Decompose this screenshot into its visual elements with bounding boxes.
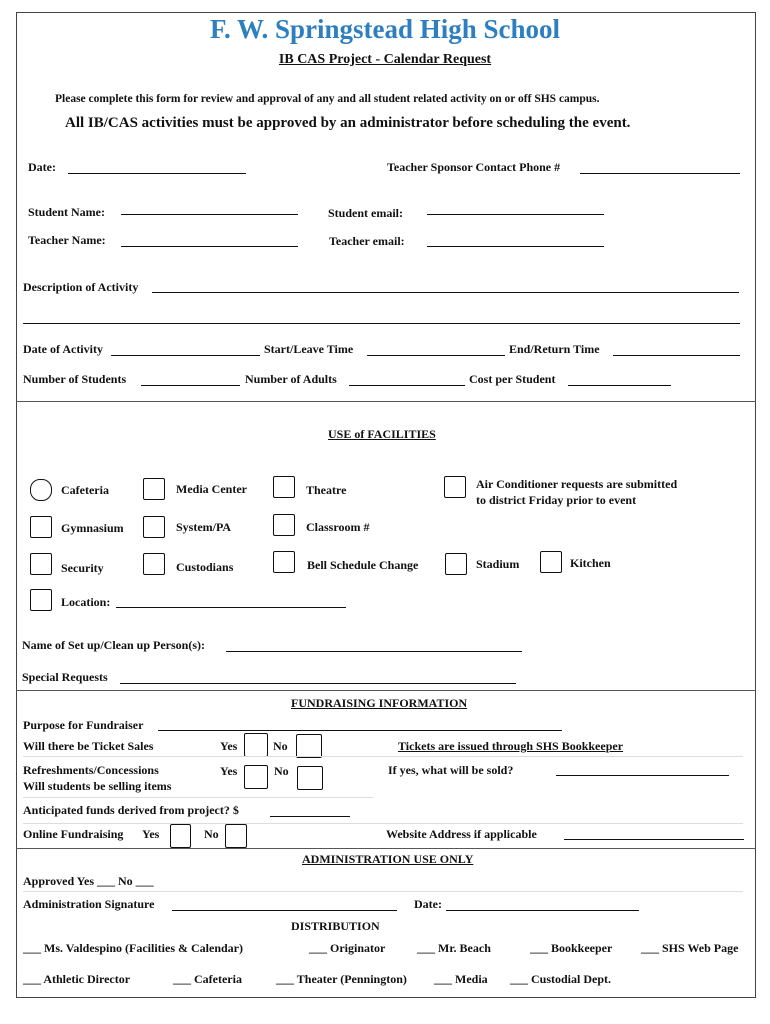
recipient-custodial[interactable]: ___ Custodial Dept.	[510, 972, 612, 986]
activity-date-field[interactable]	[111, 355, 260, 356]
signature-field[interactable]	[172, 910, 397, 911]
students-label: Number of Students	[23, 372, 127, 386]
adults-label: Number of Adults	[245, 372, 337, 386]
custodians-checkbox[interactable]	[143, 553, 165, 575]
ac-note-line2: to district Friday prior to event	[476, 493, 637, 507]
instruction-text: Please complete this form for review and approval of any and all student related activity on or off SHS campus.	[55, 93, 600, 105]
cafeteria-checkbox[interactable]	[30, 479, 52, 501]
ticket-sales-label: Will there be Ticket Sales	[23, 739, 154, 753]
date-field[interactable]	[68, 173, 246, 174]
stadium-label: Stadium	[476, 557, 520, 571]
stadium-checkbox[interactable]	[445, 553, 467, 575]
activity-date-label: Date of Activity	[23, 342, 103, 356]
online-no-label: No	[204, 827, 219, 841]
theatre-checkbox[interactable]	[273, 476, 295, 498]
website-label: Website Address if applicable	[386, 827, 537, 841]
online-yes-label: Yes	[142, 827, 160, 841]
custodians-label: Custodians	[176, 560, 234, 574]
system-pa-checkbox[interactable]	[143, 516, 165, 538]
classroom-checkbox[interactable]	[273, 514, 295, 536]
funds-label: Anticipated funds derived from project? $	[23, 803, 239, 817]
media-center-label: Media Center	[176, 482, 247, 496]
description-label: Description of Activity	[23, 280, 139, 294]
school-name: F. W. Springstead High School	[209, 14, 561, 44]
setup-person-label: Name of Set up/Clean up Person(s):	[22, 638, 205, 652]
refresh-yes-checkbox[interactable]	[244, 765, 268, 789]
teacher-email-label: Teacher email:	[329, 234, 405, 248]
students-field[interactable]	[141, 385, 240, 386]
section-divider	[16, 401, 756, 402]
ticket-yes-checkbox[interactable]	[244, 733, 268, 757]
online-fundraising-label: Online Fundraising	[23, 827, 124, 841]
date-label: Date:	[28, 160, 56, 174]
teacher-name-label: Teacher Name:	[28, 233, 106, 247]
security-checkbox[interactable]	[30, 553, 52, 575]
location-label: Location:	[61, 595, 111, 609]
teacher-name-field[interactable]	[121, 246, 298, 247]
form-border	[16, 12, 756, 998]
cafeteria-label: Cafeteria	[61, 483, 109, 497]
recipient-cafeteria[interactable]: ___ Cafeteria	[173, 972, 242, 986]
admin-title: ADMINISTRATION USE ONLY	[302, 852, 474, 866]
bell-schedule-checkbox[interactable]	[273, 551, 295, 573]
end-time-field[interactable]	[613, 355, 740, 356]
air-conditioner-checkbox[interactable]	[444, 476, 466, 498]
section-divider	[16, 690, 756, 691]
location-field[interactable]	[116, 607, 346, 608]
start-time-field[interactable]	[367, 355, 505, 356]
admin-date-field[interactable]	[446, 910, 639, 911]
purpose-label: Purpose for Fundraiser	[23, 718, 144, 732]
media-center-checkbox[interactable]	[143, 478, 165, 500]
gymnasium-label: Gymnasium	[61, 521, 124, 535]
theatre-label: Theatre	[306, 483, 347, 497]
kitchen-label: Kitchen	[570, 556, 611, 570]
tickets-note: Tickets are issued through SHS Bookkeeper	[398, 739, 624, 753]
classroom-label: Classroom #	[306, 520, 370, 534]
selling-items-label: Will students be selling items	[23, 779, 172, 793]
row-rule	[23, 756, 743, 757]
approved-line[interactable]: Approved Yes ___ No ___	[23, 874, 154, 888]
fundraising-title: FUNDRAISING INFORMATION	[291, 696, 468, 710]
description-field-line2[interactable]	[23, 323, 740, 324]
row-rule	[23, 891, 743, 892]
end-time-label: End/Return Time	[509, 342, 600, 356]
recipient-beach[interactable]: ___ Mr. Beach	[417, 941, 491, 955]
what-sold-label: If yes, what will be sold?	[388, 763, 514, 777]
distribution-title: DISTRIBUTION	[291, 919, 380, 933]
recipient-theater[interactable]: ___ Theater (Pennington)	[276, 972, 407, 986]
what-sold-field[interactable]	[556, 775, 729, 776]
row-rule	[23, 823, 743, 824]
website-field[interactable]	[564, 839, 744, 840]
facilities-title: USE of FACILITIES	[328, 427, 436, 441]
bell-schedule-label: Bell Schedule Change	[307, 558, 419, 572]
admin-date-label: Date:	[414, 897, 442, 911]
recipient-bookkeeper[interactable]: ___ Bookkeeper	[530, 941, 613, 955]
refresh-yes-label: Yes	[220, 764, 238, 778]
refreshments-label: Refreshments/Concessions	[23, 763, 159, 777]
student-name-field[interactable]	[121, 214, 298, 215]
special-requests-field[interactable]	[120, 683, 516, 684]
funds-field[interactable]	[270, 816, 350, 817]
ticket-yes-label: Yes	[220, 739, 238, 753]
section-divider	[16, 848, 756, 849]
teacher-email-field[interactable]	[427, 246, 604, 247]
approval-notice: All IB/CAS activities must be approved by an administrator before scheduling the event.	[65, 115, 631, 131]
ticket-no-checkbox[interactable]	[296, 734, 322, 758]
recipient-media[interactable]: ___ Media	[434, 972, 488, 986]
refresh-no-label: No	[274, 764, 289, 778]
recipient-web-page[interactable]: ___ SHS Web Page	[641, 941, 739, 955]
kitchen-checkbox[interactable]	[540, 551, 562, 573]
gymnasium-checkbox[interactable]	[30, 516, 52, 538]
student-email-field[interactable]	[427, 214, 604, 215]
refresh-no-checkbox[interactable]	[297, 766, 323, 790]
start-time-label: Start/Leave Time	[264, 342, 354, 356]
student-name-label: Student Name:	[28, 205, 105, 219]
row-rule	[23, 797, 373, 798]
recipient-athletic-director[interactable]: ___ Athletic Director	[23, 972, 131, 986]
phone-label: Teacher Sponsor Contact Phone #	[387, 160, 561, 174]
purpose-field[interactable]	[158, 730, 562, 731]
special-requests-label: Special Requests	[22, 670, 108, 684]
setup-person-field[interactable]	[226, 651, 522, 652]
location-checkbox[interactable]	[30, 589, 52, 611]
cost-field[interactable]	[568, 385, 671, 386]
recipient-originator[interactable]: ___ Originator	[309, 941, 386, 955]
phone-field[interactable]	[580, 173, 740, 174]
ac-note-line1: Air Conditioner requests are submitted	[476, 477, 678, 491]
system-pa-label: System/PA	[176, 520, 232, 534]
form-subtitle: IB CAS Project - Calendar Request	[278, 52, 492, 67]
signature-label: Administration Signature	[23, 897, 155, 911]
online-yes-checkbox[interactable]	[170, 824, 191, 848]
student-email-label: Student email:	[328, 206, 403, 220]
cost-label: Cost per Student	[469, 372, 556, 386]
security-label: Security	[61, 561, 104, 575]
online-no-checkbox[interactable]	[225, 824, 247, 848]
description-field[interactable]	[152, 292, 739, 293]
recipient-valdespino[interactable]: ___ Ms. Valdespino (Facilities & Calendar)	[23, 941, 244, 955]
adults-field[interactable]	[349, 385, 465, 386]
ticket-no-label: No	[273, 739, 288, 753]
